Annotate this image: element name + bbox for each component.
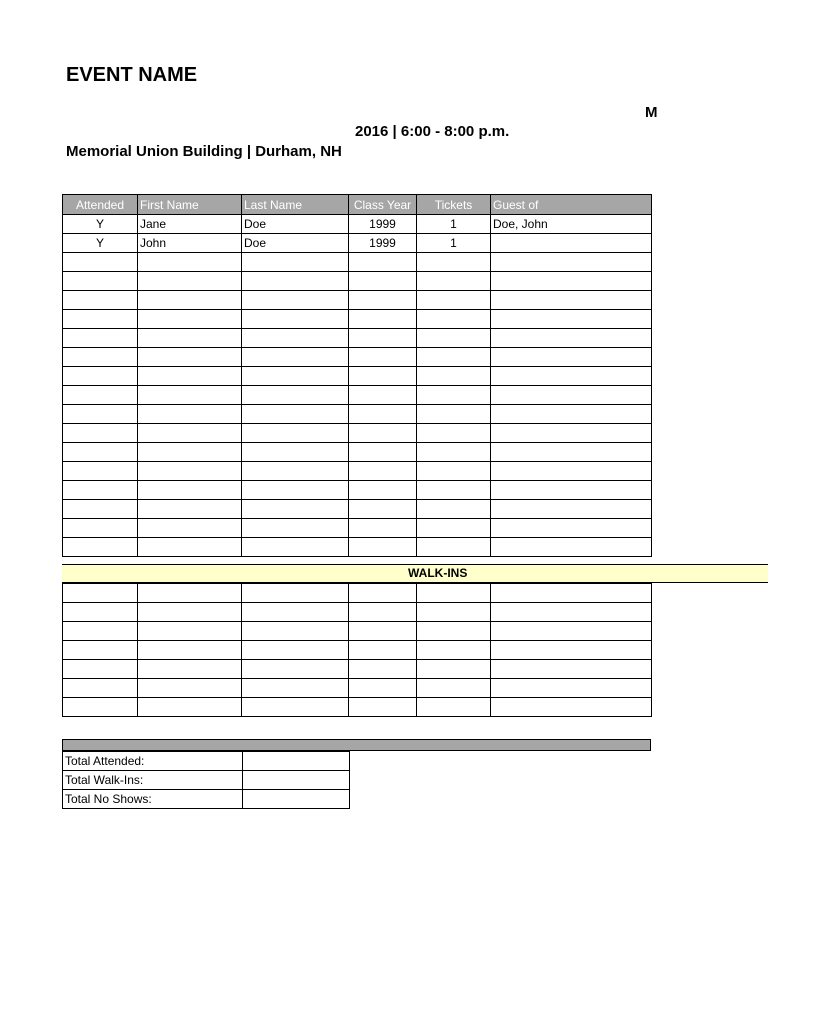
- cell-first-name[interactable]: [138, 348, 242, 367]
- cell-tickets[interactable]: [417, 310, 491, 329]
- cell-attended[interactable]: [63, 584, 138, 603]
- cell-tickets[interactable]: [417, 291, 491, 310]
- cell-last-name[interactable]: Doe: [242, 215, 349, 234]
- table-row: [63, 367, 652, 386]
- cell-first-name[interactable]: [138, 641, 242, 660]
- table-row: [63, 386, 652, 405]
- walkins-table: [62, 583, 652, 717]
- cell-tickets[interactable]: [417, 443, 491, 462]
- cell-guest-of[interactable]: [491, 660, 652, 679]
- cell-first-name[interactable]: [138, 443, 242, 462]
- table-row: [63, 481, 652, 500]
- table-row: [63, 462, 652, 481]
- cell-guest-of[interactable]: [491, 462, 652, 481]
- table-header-row: [63, 195, 652, 215]
- cell-attended[interactable]: [63, 329, 138, 348]
- cell-attended[interactable]: [63, 481, 138, 500]
- cell-last-name[interactable]: [242, 584, 349, 603]
- cell-tickets[interactable]: [417, 603, 491, 622]
- cell-tickets[interactable]: [417, 481, 491, 500]
- cell-last-name[interactable]: [242, 310, 349, 329]
- cell-class-year[interactable]: [349, 584, 417, 603]
- cell-attended[interactable]: [63, 698, 138, 717]
- table-row: [63, 253, 652, 272]
- table-row: [63, 603, 652, 622]
- cell-first-name[interactable]: [138, 500, 242, 519]
- cell-attended[interactable]: [63, 622, 138, 641]
- cell-tickets[interactable]: [417, 584, 491, 603]
- cell-first-name[interactable]: [138, 519, 242, 538]
- total-walkins-value[interactable]: [243, 771, 350, 790]
- table-row: [63, 698, 652, 717]
- cell-class-year[interactable]: [349, 462, 417, 481]
- cell-first-name[interactable]: [138, 424, 242, 443]
- cell-class-year[interactable]: [349, 310, 417, 329]
- cell-first-name[interactable]: [138, 481, 242, 500]
- cell-attended[interactable]: [63, 660, 138, 679]
- cell-first-name[interactable]: [138, 538, 242, 557]
- cell-last-name[interactable]: [242, 367, 349, 386]
- cell-guest-of[interactable]: [491, 329, 652, 348]
- cell-class-year[interactable]: 1999: [349, 215, 417, 234]
- cell-tickets[interactable]: [417, 641, 491, 660]
- cell-first-name[interactable]: [138, 660, 242, 679]
- cell-last-name[interactable]: Doe: [242, 234, 349, 253]
- cell-first-name[interactable]: [138, 679, 242, 698]
- col-guest-of: Guest of: [491, 195, 652, 215]
- table-row: [63, 622, 652, 641]
- cell-last-name[interactable]: [242, 291, 349, 310]
- cell-guest-of[interactable]: [491, 481, 652, 500]
- cell-class-year[interactable]: 1999: [349, 234, 417, 253]
- cell-last-name[interactable]: [242, 500, 349, 519]
- col-first-name: First Name: [138, 195, 242, 215]
- col-tickets: Tickets: [417, 195, 491, 215]
- table-row: [63, 660, 652, 679]
- cell-guest-of[interactable]: [491, 234, 652, 253]
- cell-guest-of[interactable]: [491, 698, 652, 717]
- table-row: [63, 443, 652, 462]
- cell-first-name[interactable]: John: [138, 234, 242, 253]
- table-row: [63, 234, 652, 253]
- cell-class-year[interactable]: [349, 698, 417, 717]
- cell-class-year[interactable]: [349, 405, 417, 424]
- cell-guest-of[interactable]: Doe, John: [491, 215, 652, 234]
- cell-attended[interactable]: [63, 253, 138, 272]
- table-row: [63, 538, 652, 557]
- cell-guest-of[interactable]: [491, 538, 652, 557]
- cell-tickets[interactable]: [417, 679, 491, 698]
- total-walkins-label: Total Walk-Ins:: [63, 771, 243, 790]
- cell-attended[interactable]: Y: [63, 234, 138, 253]
- cell-attended[interactable]: [63, 603, 138, 622]
- cell-last-name[interactable]: [242, 603, 349, 622]
- cell-tickets[interactable]: [417, 698, 491, 717]
- cell-first-name[interactable]: Jane: [138, 215, 242, 234]
- cell-guest-of[interactable]: [491, 519, 652, 538]
- cell-last-name[interactable]: [242, 519, 349, 538]
- cell-tickets[interactable]: [417, 660, 491, 679]
- cell-last-name[interactable]: [242, 538, 349, 557]
- cell-attended[interactable]: [63, 462, 138, 481]
- event-venue: Memorial Union Building | Durham, NH: [66, 143, 342, 160]
- cell-last-name[interactable]: [242, 698, 349, 717]
- table-row: [63, 519, 652, 538]
- col-class-year: Class Year: [349, 195, 417, 215]
- cell-class-year[interactable]: [349, 424, 417, 443]
- cell-tickets[interactable]: [417, 538, 491, 557]
- cell-attended[interactable]: [63, 500, 138, 519]
- cell-guest-of[interactable]: [491, 367, 652, 386]
- cell-first-name[interactable]: [138, 310, 242, 329]
- cell-guest-of[interactable]: [491, 386, 652, 405]
- cell-tickets[interactable]: [417, 462, 491, 481]
- cell-guest-of[interactable]: [491, 641, 652, 660]
- totals-table: [62, 751, 350, 809]
- total-noshows-label: Total No Shows:: [63, 790, 243, 809]
- cell-class-year[interactable]: [349, 538, 417, 557]
- cell-guest-of[interactable]: [491, 443, 652, 462]
- table-row: [63, 500, 652, 519]
- walkins-label: WALK-INS: [408, 566, 468, 580]
- cell-class-year[interactable]: [349, 519, 417, 538]
- cell-last-name[interactable]: [242, 641, 349, 660]
- cell-guest-of[interactable]: [491, 424, 652, 443]
- cell-class-year[interactable]: [349, 386, 417, 405]
- cell-guest-of[interactable]: [491, 291, 652, 310]
- cell-class-year[interactable]: [349, 679, 417, 698]
- table-row: [63, 584, 652, 603]
- cell-first-name[interactable]: [138, 622, 242, 641]
- cell-last-name[interactable]: [242, 462, 349, 481]
- cell-tickets[interactable]: [417, 253, 491, 272]
- cell-first-name[interactable]: [138, 253, 242, 272]
- cell-last-name[interactable]: [242, 348, 349, 367]
- cell-guest-of[interactable]: [491, 272, 652, 291]
- cell-first-name[interactable]: [138, 386, 242, 405]
- cell-guest-of[interactable]: [491, 679, 652, 698]
- cell-guest-of[interactable]: [491, 603, 652, 622]
- table-row: [63, 405, 652, 424]
- cell-tickets[interactable]: [417, 424, 491, 443]
- cell-class-year[interactable]: [349, 443, 417, 462]
- cell-attended[interactable]: Y: [63, 215, 138, 234]
- cell-last-name[interactable]: [242, 272, 349, 291]
- cell-tickets[interactable]: [417, 367, 491, 386]
- cell-last-name[interactable]: [242, 424, 349, 443]
- event-datetime: 2016 | 6:00 - 8:00 p.m.: [355, 123, 510, 140]
- cell-attended[interactable]: [63, 538, 138, 557]
- cell-first-name[interactable]: [138, 405, 242, 424]
- cell-guest-of[interactable]: [491, 405, 652, 424]
- cell-attended[interactable]: [63, 367, 138, 386]
- cell-first-name[interactable]: [138, 329, 242, 348]
- cell-class-year[interactable]: [349, 500, 417, 519]
- cell-first-name[interactable]: [138, 603, 242, 622]
- cell-tickets[interactable]: [417, 500, 491, 519]
- total-attended-value[interactable]: [243, 752, 350, 771]
- totals-row: [63, 790, 350, 809]
- cell-last-name[interactable]: [242, 386, 349, 405]
- cell-attended[interactable]: [63, 443, 138, 462]
- cell-last-name[interactable]: [242, 660, 349, 679]
- cell-class-year[interactable]: [349, 481, 417, 500]
- cell-class-year[interactable]: [349, 641, 417, 660]
- cell-guest-of[interactable]: [491, 253, 652, 272]
- cell-class-year[interactable]: [349, 367, 417, 386]
- cell-last-name[interactable]: [242, 405, 349, 424]
- cell-first-name[interactable]: [138, 272, 242, 291]
- clipped-header-text: M: [645, 104, 658, 121]
- cell-last-name[interactable]: [242, 443, 349, 462]
- col-attended: Attended: [63, 195, 138, 215]
- cell-tickets[interactable]: 1: [417, 215, 491, 234]
- cell-class-year[interactable]: [349, 348, 417, 367]
- cell-guest-of[interactable]: [491, 622, 652, 641]
- attendance-table: [62, 194, 652, 557]
- table-row: [63, 679, 652, 698]
- cell-first-name[interactable]: [138, 367, 242, 386]
- cell-last-name[interactable]: [242, 481, 349, 500]
- table-row: [63, 348, 652, 367]
- cell-class-year[interactable]: [349, 660, 417, 679]
- cell-last-name[interactable]: [242, 329, 349, 348]
- cell-first-name[interactable]: [138, 291, 242, 310]
- cell-attended[interactable]: [63, 424, 138, 443]
- cell-first-name[interactable]: [138, 584, 242, 603]
- cell-tickets[interactable]: [417, 405, 491, 424]
- totals-row: [63, 771, 350, 790]
- cell-tickets[interactable]: [417, 519, 491, 538]
- cell-first-name[interactable]: [138, 698, 242, 717]
- cell-tickets[interactable]: [417, 386, 491, 405]
- cell-attended[interactable]: [63, 348, 138, 367]
- table-row: [63, 215, 652, 234]
- cell-class-year[interactable]: [349, 603, 417, 622]
- table-row: [63, 329, 652, 348]
- cell-class-year[interactable]: [349, 253, 417, 272]
- total-attended-label: Total Attended:: [63, 752, 243, 771]
- cell-guest-of[interactable]: [491, 500, 652, 519]
- cell-class-year[interactable]: [349, 329, 417, 348]
- totals-row: [63, 752, 350, 771]
- cell-attended[interactable]: [63, 386, 138, 405]
- cell-attended[interactable]: [63, 272, 138, 291]
- cell-attended[interactable]: [63, 310, 138, 329]
- cell-last-name[interactable]: [242, 622, 349, 641]
- cell-class-year[interactable]: [349, 272, 417, 291]
- total-noshows-value[interactable]: [243, 790, 350, 809]
- cell-class-year[interactable]: [349, 622, 417, 641]
- cell-last-name[interactable]: [242, 679, 349, 698]
- cell-guest-of[interactable]: [491, 584, 652, 603]
- cell-first-name[interactable]: [138, 462, 242, 481]
- cell-attended[interactable]: [63, 679, 138, 698]
- table-row: [63, 272, 652, 291]
- table-row: [63, 641, 652, 660]
- totals-header-bar: [62, 739, 651, 751]
- cell-tickets[interactable]: 1: [417, 234, 491, 253]
- event-title: EVENT NAME: [66, 64, 198, 86]
- cell-guest-of[interactable]: [491, 310, 652, 329]
- cell-tickets[interactable]: [417, 348, 491, 367]
- cell-attended[interactable]: [63, 641, 138, 660]
- cell-last-name[interactable]: [242, 253, 349, 272]
- cell-tickets[interactable]: [417, 329, 491, 348]
- cell-tickets[interactable]: [417, 272, 491, 291]
- table-row: [63, 424, 652, 443]
- cell-attended[interactable]: [63, 405, 138, 424]
- cell-guest-of[interactable]: [491, 348, 652, 367]
- col-last-name: Last Name: [242, 195, 349, 215]
- cell-tickets[interactable]: [417, 622, 491, 641]
- table-row: [63, 291, 652, 310]
- table-row: [63, 310, 652, 329]
- cell-attended[interactable]: [63, 291, 138, 310]
- cell-attended[interactable]: [63, 519, 138, 538]
- cell-class-year[interactable]: [349, 291, 417, 310]
